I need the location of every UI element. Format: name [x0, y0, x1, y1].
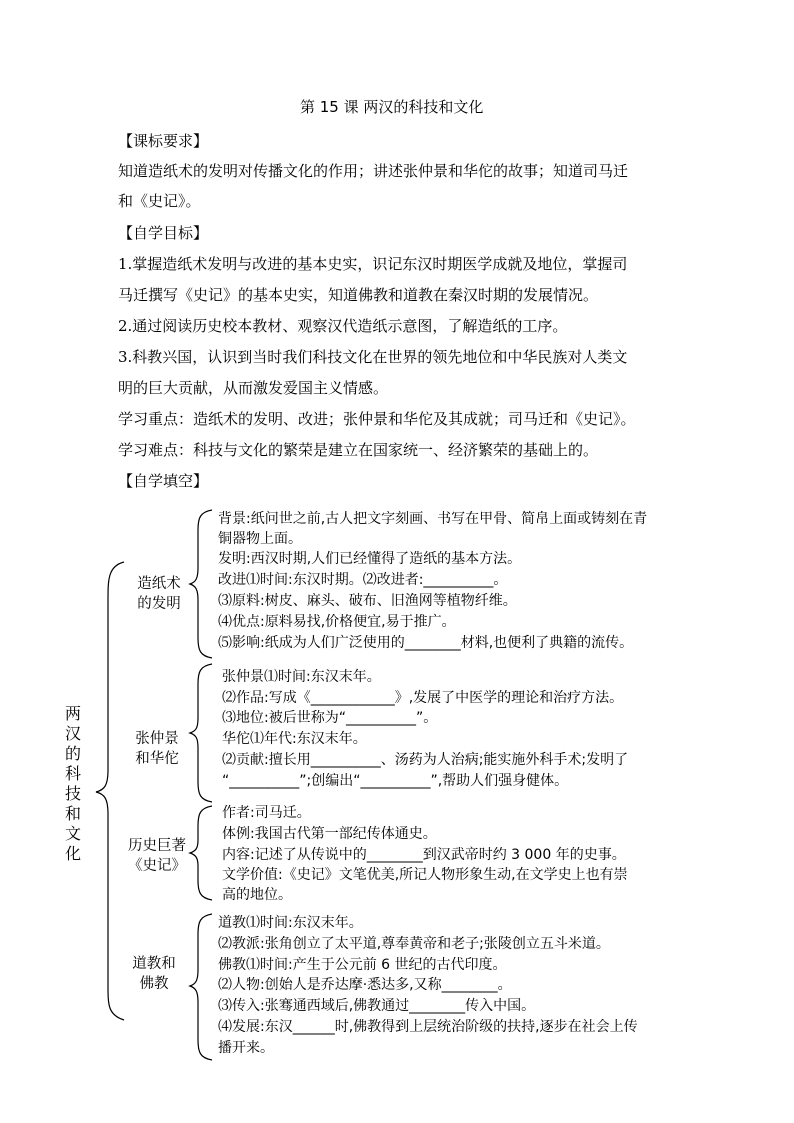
mubiao-line-2: 马迁撰写《史记》的基本史实，知道佛教和道教在秦汉时期的发展情况。	[118, 286, 599, 304]
list-item: 文学价值:《史记》文笔优美,所记人物形象生动,在文学史上也有崇	[222, 867, 628, 883]
list-item: 播开来。	[218, 1040, 274, 1056]
kebiao-text-line-2: 和《史记》。	[118, 192, 201, 210]
list-item: ⑸影响:纸成为人们广泛使用的________材料,也便利了典籍的流传。	[218, 635, 634, 651]
list-item: 体例:我国古代第一部纪传体通史。	[222, 826, 437, 842]
list-item: ⑵贡献:擅长用__________、汤药为人治病;能实施外科手术;发明了	[222, 752, 629, 768]
list-item: 道教⑴时间:东汉末年。	[218, 915, 363, 931]
list-item: 改进⑴时间:东汉时期。⑵改进者:__________。	[218, 572, 508, 588]
branch-label-line: 佛教	[139, 976, 169, 992]
branch-1-brace	[190, 510, 212, 658]
list-item: ⑵人物:创始人是乔达摩·悉达多,又称________。	[218, 977, 512, 993]
branch-label-line: 《史记》	[128, 858, 186, 874]
list-item: 佛教⑴时间:产生于公元前 6 世纪的古代印度。	[218, 957, 507, 973]
branch-label-papermaking	[126, 574, 192, 614]
list-item: ⑷优点:原料易找,价格便宜,易于推广。	[218, 614, 456, 630]
list-item: 作者:司马迁。	[222, 805, 311, 821]
page-title: 第 15 课 两汉的科技和文化	[300, 98, 484, 116]
tiankong-heading: 【自学填空】	[118, 472, 209, 490]
zixue-mubiao-heading: 【自学目标】	[118, 224, 209, 242]
branch-label-line: 历史巨著	[128, 838, 186, 854]
kebiao-text-line-1: 知道造纸术的发明对传播文化的作用；讲述张仲景和华佗的故事；知道司马迁	[118, 162, 629, 180]
list-item: 张仲景⑴时间:东汉末年。	[222, 669, 381, 685]
list-item: 华佗⑴年代:东汉末年。	[222, 731, 367, 747]
branch-label-medicine	[124, 729, 190, 769]
list-item: 高的地位。	[222, 887, 292, 903]
list-item: ⑵教派:张角创立了太平道,尊奉黄帝和老子;张陵创立五斗米道。	[218, 936, 610, 952]
branch-label-religion	[124, 954, 184, 994]
list-item: ⑵作品:写成《____________》,发展了中医学的理论和治疗方法。	[222, 690, 624, 706]
mubiao-line-3: 2.通过阅读历史校本教材、观察汉代造纸示意图，了解造纸的工序。	[118, 317, 568, 335]
root-brace	[96, 562, 124, 1020]
mubiao-line-1: 1.掌握造纸术发明与改进的基本史实，识记东汉时期医学成就及地位，掌握司	[118, 255, 628, 273]
study-difficulties: 学习难点：科技与文化的繁荣是建立在国家统一、经济繁荣的基础上的。	[118, 441, 599, 459]
list-item: ⑶传入:张骞通西域后,佛教通过________传入中国。	[218, 998, 536, 1014]
branch-label-line: 张仲景	[135, 731, 179, 747]
list-item: ⑶原料:树皮、麻头、破布、旧渔网等植物纤维。	[218, 593, 517, 609]
kebiao-heading: 【课标要求】	[118, 132, 209, 150]
mubiao-line-5: 明的巨大贡献，从而激发爱国主义情感。	[118, 379, 389, 397]
list-item: 背景:纸问世之前,古人把文字刻画、书写在甲骨、简帛上面或铸刻在青	[218, 511, 648, 527]
study-key-points: 学习重点：造纸术的发明、改进；张仲景和华佗及其成就；司马迁和《史记》。	[118, 410, 636, 428]
list-item: “__________”;创编出“__________”,帮助人们强身健体。	[222, 773, 569, 789]
branch-2-brace	[190, 664, 212, 802]
branch-label-line: 的发明	[137, 596, 181, 612]
mubiao-line-4: 3.科教兴国，认识到当时我们科技文化在世界的领先地位和中华民族对人类文	[118, 348, 628, 366]
list-item: ⑶地位:被后世称为“__________”。	[222, 710, 438, 726]
list-item: 内容:记述了从传说中的________到汉武帝时约 3 000 年的史事。	[222, 847, 626, 863]
branch-label-line: 和华佗	[135, 751, 179, 767]
branch-4-brace	[190, 914, 212, 1060]
list-item: ⑷发展:东汉______时,佛教得到上层统治阶级的扶持,逐步在社会上传	[218, 1019, 638, 1035]
branch-label-line: 道教和	[132, 956, 176, 972]
mindmap-root-title: 两汉的科技和文化	[64, 704, 81, 863]
list-item: 发明:西汉时期,人们已经懂得了造纸的基本方法。	[218, 551, 522, 567]
branch-label-shiji	[120, 836, 194, 876]
list-item: 铜器物上面。	[218, 531, 302, 547]
branch-label-line: 造纸术	[137, 576, 181, 592]
